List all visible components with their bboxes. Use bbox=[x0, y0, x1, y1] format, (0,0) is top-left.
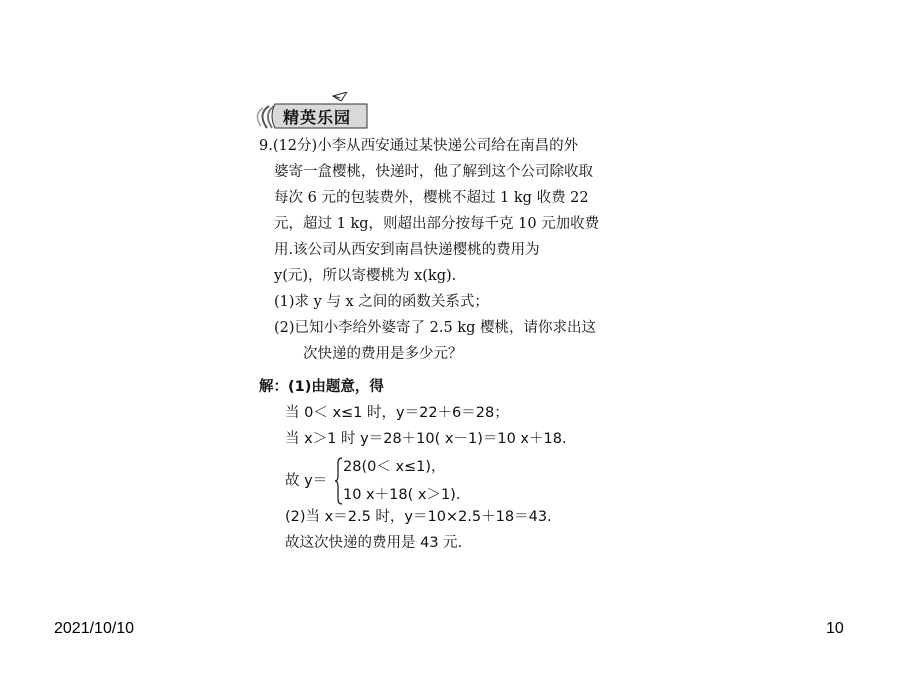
problem-line: 每次 6 元的包装费外，樱桃不超过 1 kg 收费 22 bbox=[274, 190, 589, 206]
piecewise-case-2: 10 x＋18( x＞1). bbox=[343, 487, 461, 503]
solution-line: 当 0＜ x≤1 时，y＝22＋6＝28； bbox=[285, 405, 509, 421]
footer-date: 2021/10/10 bbox=[54, 620, 135, 637]
problem-block bbox=[259, 133, 649, 367]
piecewise-function bbox=[285, 454, 585, 508]
section-banner bbox=[255, 92, 375, 134]
question-1: (1)求 y 与 x 之间的函数关系式； bbox=[274, 294, 489, 310]
problem-line: 元，超过 1 kg，则超出部分按每千克 10 元加收费 bbox=[274, 216, 600, 232]
question-2-continued: 次快递的费用是多少元？ bbox=[303, 346, 463, 362]
brace-icon bbox=[335, 457, 343, 505]
problem-line: y(元)，所以寄樱桃为 x(kg). bbox=[274, 268, 457, 284]
piecewise-case-1: 28(0＜ x≤1)， bbox=[343, 459, 446, 475]
problem-line: 用.该公司从西安到南昌快递樱桃的费用为 bbox=[274, 242, 540, 258]
page-number: 10 bbox=[826, 620, 844, 637]
solution-line: (2)当 x＝2.5 时，y＝10×2.5＋18＝43. bbox=[285, 509, 552, 525]
section-title: 精英乐园 bbox=[283, 108, 352, 127]
problem-line: 9.(12分)小李从西安通过某快递公司给在南昌的外 bbox=[259, 138, 579, 154]
solution-line: 当 x＞1 时 y＝28＋10( x－1)＝10 x＋18. bbox=[285, 431, 567, 447]
solution-block bbox=[259, 374, 659, 551]
piecewise-prefix: 故 y＝ bbox=[285, 473, 328, 489]
question-2: (2)已知小李给外婆寄了 2.5 kg 樱桃，请你求出这 bbox=[274, 320, 596, 336]
solution-line: 故这次快递的费用是 43 元. bbox=[285, 535, 463, 551]
problem-line: 婆寄一盒樱桃，快递时，他了解到这个公司除收取 bbox=[274, 164, 593, 180]
solution-heading: 解：(1)由题意，得 bbox=[259, 379, 384, 395]
